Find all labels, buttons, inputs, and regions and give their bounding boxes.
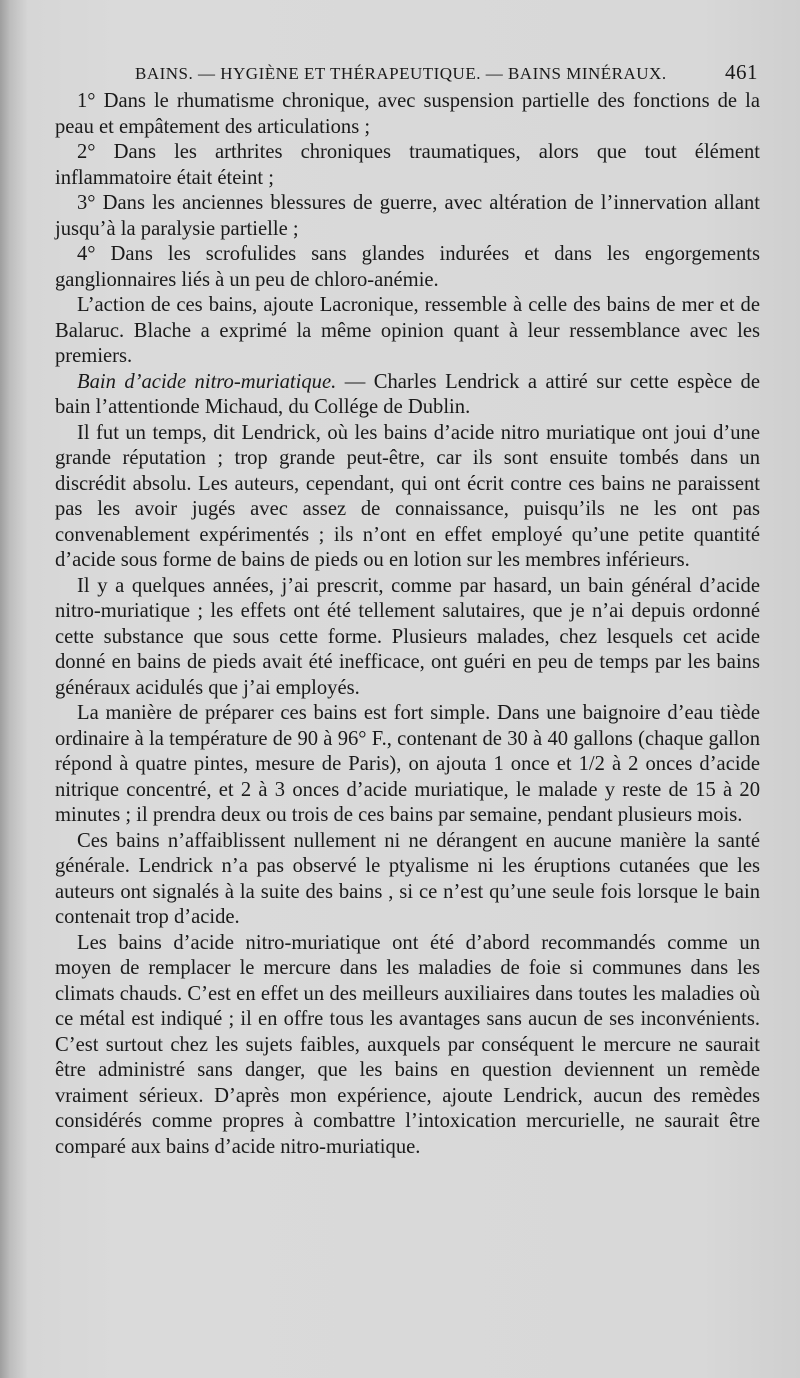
paragraph-3: 3° Dans les anciennes blessures de guerre, avec altération de l’innervation allant jusqu’à la paralysie partielle ;	[55, 192, 760, 240]
paragraph-6	[55, 370, 760, 421]
body-text	[55, 89, 760, 1160]
paragraph-5: L’action de ces bains, ajoute Lacronique, ressemble à celle des bains de mer et de Balaruc. Blache a exprimé la même opinion quant à leur ressemblance avec les premiers.	[55, 294, 760, 367]
paragraph-1: 1° Dans le rhumatisme chronique, avec suspension partielle des fonctions de la peau et empâtement des articulations ;	[55, 90, 760, 138]
running-head-title: BAINS. — HYGIÈNE ET THÉRAPEUTIQUE. — BAINS MINÉRAUX.	[135, 64, 667, 83]
paragraph-11: Les bains d’acide nitro-muriatique ont été d’abord recommandés comme un moyen de remplacer le mercure dans les maladies de foie si communes dans les climats chauds. C’est en effet un des meilleurs auxiliaires dans toutes les maladies où ce métal est indiqué ; il en offre tous les avantages sans aucun de ses inconvénients. C’est surtout chez les sujets faibles, auxquels par conséquent le mercure ne saurait être administré sans danger, que les bains en question deviennent un remède vraiment sérieux. D’après mon expérience, ajoute Lendrick, aucun des remèdes considérés comme propres à combattre l’intoxication mercurielle, ne saurait être comparé aux bains d’acide nitro-muriatique.	[55, 931, 760, 1158]
running-head	[135, 60, 758, 85]
section-run-in-heading: Bain d’acide nitro-muriatique.	[77, 370, 337, 393]
paragraph-6-text: — Charles Lendrick a attiré sur cette espèce de bain l’attentionde Michaud, du Collége de Dublin.	[55, 370, 760, 418]
paragraph-7: Il fut un temps, dit Lendrick, où les bains d’acide nitro muriatique ont joui d’une grande réputation ; trop grande peut-être, car ils sont ensuite tombés dans un discrédit absolu. Les auteurs, cependant, qui ont écrit contre ces bains ne paraissent pas les avoir jugés avec assez de connaissance, puisqu’ils ne les ont pas convenablement expérimentés ; ils n’ont en effet employé qu’une petite quantité d’acide sous forme de bains de pieds ou en lotion sur les membres inférieurs.	[55, 421, 760, 571]
paragraph-4: 4° Dans les scrofulides sans glandes indurées et dans les engorgements ganglionnaires liés à un peu de chloro-anémie.	[55, 243, 760, 291]
page-number: 461	[725, 60, 758, 84]
paragraph-9: La manière de préparer ces bains est fort simple. Dans une baignoire d’eau tiède ordinaire à la température de 90 à 96° F., contenant de 30 à 40 gallons (chaque gallon répond à quatre pintes, mesure de Paris), on ajouta 1 once et 1/2 à 2 onces d’acide nitrique concentré, et 2 à 3 onces d’acide muriatique, le malade y reste de 15 à 20 minutes ; il prendra deux ou trois de ces bains par semaine, pendant plusieurs mois.	[55, 702, 760, 826]
paragraph-8: Il y a quelques années, j’ai prescrit, comme par hasard, un bain général d’acide nitro-muriatique ; les effets ont été tellement salutaires, que je n’ai depuis ordonné cette substance que sous cette forme. Plusieurs malades, chez lesquels cet acide donné en bains de pieds avait été inefficace, ont guéri en peu de temps par les bains généraux acidulés que j’ai employés.	[55, 574, 760, 699]
paragraph-10: Ces bains n’affaiblissent nullement ni ne dérangent en aucune manière la santé générale. Lendrick n’a pas observé le ptyalisme ni les éruptions cutanées que les auteurs ont signalés à la suite des bains , si ce n’est qu’une seule fois lorsque le bain contenait trop d’acide.	[55, 829, 760, 928]
paragraph-2: 2° Dans les arthrites chroniques traumatiques, alors que tout élément inflammatoire était éteint ;	[55, 141, 760, 189]
